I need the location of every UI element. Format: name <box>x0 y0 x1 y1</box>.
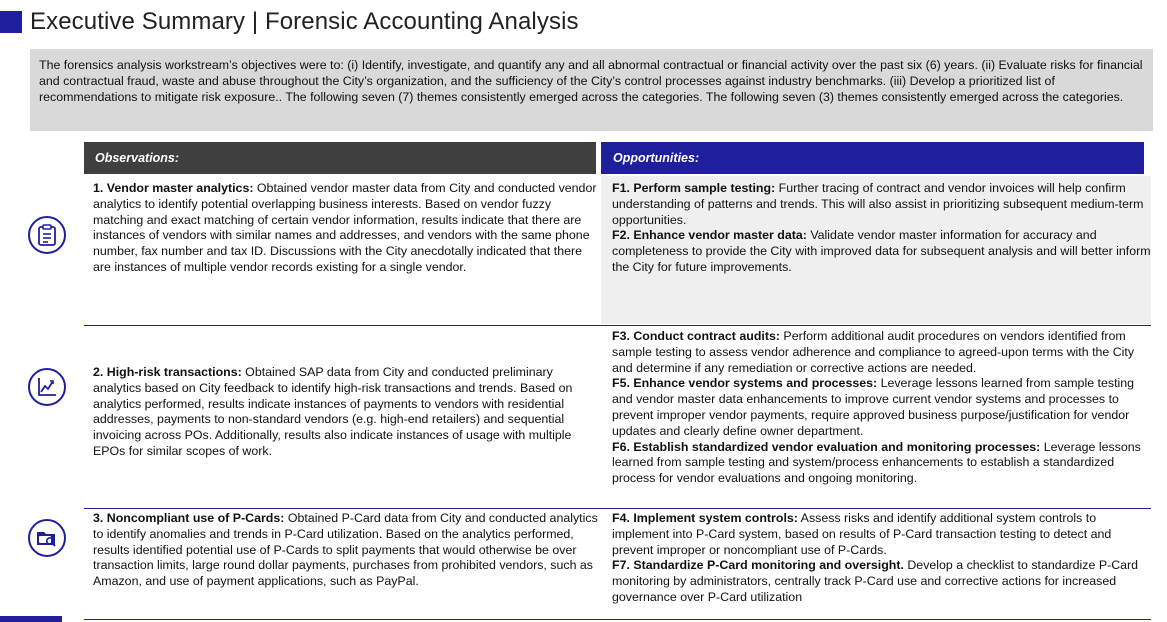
opportunity-text: Develop a checklist to standardize P-Card monitoring by administrators, centrally track P-Card use and corrective actions for increased governance over P-Card utilization <box>612 558 1139 604</box>
footer-accent-block <box>0 616 62 622</box>
opportunity-heading: F2. Enhance vendor master data: <box>612 228 807 243</box>
observation-noncompliant-p-cards <box>93 511 599 590</box>
opportunity-heading: F6. Establish standardized vendor evaluation and monitoring processes: <box>612 439 1041 454</box>
row-divider-2 <box>84 508 1151 509</box>
observation-text: Obtained vendor master data from City and conducted vendor analytics to identify potential overlapping business interests. Based on vendor fuzzy matching and exact matching of certain vendor information, results indicate that there are instances of vendors with similar names and addresses, and vendors with the same phone number, fax number and tax ID. Discussions with the City anecdotally indicated that there are instances of multiple vendor records existing for a single vendor. <box>93 181 597 274</box>
observation-heading: 1. Vendor master analytics: <box>93 181 254 195</box>
row-divider-3 <box>84 619 1151 620</box>
opportunity-f7 <box>612 558 1152 605</box>
trend-chart-icon <box>28 368 66 406</box>
clipboard-icon <box>28 216 66 254</box>
title-accent-block <box>0 11 22 33</box>
opportunity-heading: F3. Conduct contract audits: <box>612 329 780 343</box>
opportunity-heading: F5. Enhance vendor systems and processes: <box>612 376 878 391</box>
opportunity-f4 <box>612 511 1152 558</box>
opportunity-text: Assess risks and identify additional system controls to implement into P-Card system, based on results of P-Card transaction testing to detect and prevent improper or noncompliant use of P-Cards. <box>612 511 1112 557</box>
objectives-summary: The forensics analysis workstream’s objectives were to: (i) Identify, investigate, and quantify any and all abnormal contractual or financial activity over the past six (6) years. (ii) Evaluate risks for financial and contractual fraud, waste and abuse throughout the City’s organization, and the sufficiency of the City’s control processes against industry benchmarks. (iii) Develop a prioritized list of recommendations to mitigate risk exposure.. The following seven (7) themes consistently emerged across the categories. The following seven (3) themes consistently emerged across the categories. <box>30 49 1153 131</box>
observations-header-label: Observations: <box>95 151 180 165</box>
opportunity-f1 <box>612 181 1152 228</box>
card-search-icon <box>28 519 66 557</box>
opportunities-header-label: Opportunities: <box>613 151 700 165</box>
opportunity-text: Further tracing of contract and vendor invoices will help confirm understanding of patterns and trends. This will also assist in prioritizing subsequent medium-term opportunities. <box>612 181 1144 227</box>
opportunities-vendor-master <box>612 181 1152 276</box>
opportunity-heading: F4. Implement system controls: <box>612 511 798 525</box>
observation-vendor-master-analytics <box>93 181 599 276</box>
title-bar <box>0 6 579 38</box>
page-title: Executive Summary | Forensic Accounting Analysis <box>30 8 579 35</box>
opportunities-p-cards <box>612 511 1152 606</box>
opportunity-text: Perform additional audit procedures on vendors identified from sample testing to assess vendor adherence and compliance to agreed-upon terms with the City and determine if any remediation or corrective actions are needed. <box>612 329 1135 375</box>
opportunity-text: Validate vendor master information for accuracy and completeness to provide the City with improved data for subsequent analysis and will better inform the City for future improvements. <box>612 228 1151 274</box>
observations-header <box>84 142 596 174</box>
observation-high-risk-transactions <box>93 365 599 460</box>
opportunity-f3 <box>612 329 1152 376</box>
row-divider-1 <box>84 325 1151 326</box>
observation-text: Obtained SAP data from City and conducted preliminary analytics based on City feedback to identify high-risk transactions and trends. Based on analytics performed, results indicate instances of payments to vendors with residential addresses, payments to non-standard vendors (e.g. high-end retailers) and sequential invoicing across POs. Additionally, results also indicate instances of usage with multiple EPOs for similar scopes of work. <box>93 365 573 458</box>
opportunity-f6 <box>612 440 1152 487</box>
opportunities-header <box>601 142 1144 174</box>
observation-text: Obtained P-Card data from City and conducted analytics to identify anomalies and trends in P-Card utilization. Based on the analytics performed, results identified potential use of P-Cards to split payments that would otherwise be over transaction limits, large round dollar payments, purchases from prohibited vendors, such as Amazon, and use of payment applications, such as PayPal. <box>93 511 598 589</box>
opportunity-heading: F1. Perform sample testing: <box>612 181 776 195</box>
opportunities-high-risk-transactions <box>612 329 1152 487</box>
observation-heading: 2. High-risk transactions: <box>93 365 242 379</box>
opportunity-text: Leverage lessons learned from sample testing and vendor master data enhancements to improve current vendor systems and processes to prevent improper vendor payments, require approved business purpose/justification for vendor updates and clearly define owner department. <box>612 376 1135 438</box>
observation-heading: 3. Noncompliant use of P-Cards: <box>93 511 285 525</box>
opportunity-f2 <box>612 228 1152 275</box>
opportunity-text: Leverage lessons learned from sample testing and system/process enhancements to establish a standardized process for vendor evaluations and ongoing monitoring. <box>612 439 1141 486</box>
opportunity-f5 <box>612 376 1152 439</box>
opportunity-heading: F7. Standardize P-Card monitoring and oversight. <box>612 558 904 573</box>
